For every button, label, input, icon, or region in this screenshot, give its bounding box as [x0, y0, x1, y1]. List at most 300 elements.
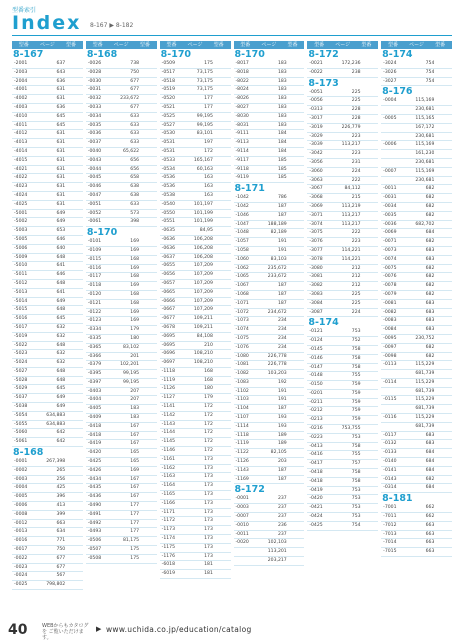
page-ref: 683 [425, 256, 435, 262]
page-ref: 203,217 [267, 558, 287, 564]
page-ref: 84,95 [199, 228, 213, 234]
model-number: -0001 [235, 496, 249, 502]
column-header-label: 型番 [361, 42, 372, 48]
page-ref: 738 [130, 61, 140, 66]
table-row [160, 254, 231, 263]
page-ref-2 [65, 368, 83, 376]
page-ref-2 [361, 337, 379, 345]
table-row [12, 438, 83, 447]
table-row [12, 359, 83, 368]
model-number: -8030 [235, 113, 249, 119]
page-ref-2 [361, 282, 379, 290]
column-header-label: ページ [261, 42, 277, 48]
model-number: -0491 [87, 511, 102, 517]
page-ref: 226,779 [341, 124, 361, 130]
table-row [12, 122, 83, 131]
page-ref-2 [213, 298, 231, 306]
model-number: -0101 [87, 239, 102, 245]
page-ref: 683 [425, 300, 435, 306]
table-row [234, 69, 305, 78]
model-number: -0531 [161, 148, 176, 154]
table-row [160, 192, 231, 201]
model-number: -0416 [309, 452, 323, 458]
table-row [234, 122, 305, 131]
page-ref-2 [65, 555, 83, 563]
table-row [160, 157, 231, 166]
page-number: 40 [8, 622, 28, 638]
page-ref: 167,172 [415, 124, 435, 130]
page-ref: 753 [351, 487, 361, 493]
table-row [234, 513, 305, 522]
page-ref: 113,217 [341, 212, 361, 218]
page-ref: 168 [130, 274, 140, 280]
table-row [381, 317, 452, 326]
model-number: -0051 [309, 89, 323, 95]
page-ref: 167 [130, 423, 140, 429]
table-row [86, 247, 157, 256]
page-ref: 682 [425, 476, 435, 482]
arrow-icon: ▶ [96, 625, 102, 633]
page-ref-2 [361, 238, 379, 246]
model-number: -0071 [383, 239, 397, 245]
table-row [234, 522, 305, 531]
page-ref: 187 [277, 467, 287, 473]
model-number: -5060 [14, 430, 28, 436]
page-ref-2 [287, 60, 305, 68]
table-row [86, 335, 157, 344]
page-ref-2 [434, 484, 452, 492]
page-ref-2 [213, 183, 231, 191]
page-ref: 163 [204, 175, 213, 181]
model-number: -5001 [14, 210, 28, 216]
table-row [86, 467, 157, 476]
model-number: -3069 [309, 203, 323, 209]
table-row [86, 520, 157, 529]
page-ref-2 [434, 531, 452, 539]
page-ref: 175 [204, 61, 213, 66]
model-number: -1165 [161, 492, 176, 498]
page-ref-2 [361, 247, 379, 255]
table-row [160, 69, 231, 78]
page-ref: 682 [425, 291, 435, 297]
page-ref: 115,229 [415, 397, 435, 403]
model-number: -0417 [309, 461, 323, 467]
model-number: -3075 [309, 230, 323, 236]
page-ref-2 [65, 174, 83, 182]
table-row [12, 476, 83, 485]
page-ref-2 [361, 364, 379, 372]
page-ref: 172 [204, 430, 213, 436]
header-caption: 型番索引 [12, 7, 37, 14]
catalog-link[interactable]: www.uchida.co.jp/education/catalog [106, 625, 252, 634]
page-ref: 645 [56, 113, 66, 119]
page-ref-2 [65, 572, 83, 580]
index-column [12, 41, 83, 611]
table-row [160, 201, 231, 210]
model-number: -0005 [383, 115, 397, 121]
model-number: -0121 [87, 300, 102, 306]
table-row [160, 95, 231, 104]
page-ref: 631 [56, 175, 66, 181]
table-row [86, 361, 157, 370]
page-ref-2 [434, 168, 452, 176]
page-ref: 759 [351, 390, 361, 396]
page-ref: 682 [425, 274, 435, 280]
page-ref-2 [287, 344, 305, 352]
page-ref: 207 [130, 388, 140, 394]
page-ref-2 [361, 60, 379, 68]
table-row [381, 484, 452, 493]
page-ref: 191 [277, 239, 287, 245]
table-row [86, 484, 157, 493]
table-row [160, 570, 231, 579]
page-ref-2 [139, 414, 157, 422]
page-ref-2 [65, 254, 83, 262]
page-ref: 265 [56, 467, 66, 473]
page-ref-2 [139, 95, 157, 103]
table-row [160, 553, 231, 562]
page-ref-2 [434, 449, 452, 457]
page-ref: 648 [56, 254, 66, 260]
model-number: -0540 [161, 201, 176, 207]
table-row [160, 104, 231, 113]
page-header [12, 4, 452, 38]
table-row [12, 458, 83, 467]
page-ref-2 [65, 192, 83, 200]
page-ref-2 [361, 300, 379, 308]
table-row [12, 236, 83, 245]
page-ref-2 [65, 139, 83, 147]
table-row [307, 141, 378, 150]
page-ref-2 [434, 78, 452, 86]
model-number: -0036 [87, 131, 102, 137]
model-number: -0365 [87, 344, 102, 350]
model-number: -3027 [383, 78, 397, 84]
page-ref-2 [213, 526, 231, 534]
page-ref: 237 [277, 505, 287, 511]
page-ref: 758 [351, 470, 361, 476]
model-number: -1046 [235, 212, 249, 218]
page-ref-2 [139, 546, 157, 554]
model-number: -1145 [161, 439, 176, 445]
page-ref-2 [287, 467, 305, 475]
page-ref-2 [65, 262, 83, 270]
table-row [234, 229, 305, 238]
page-ref-2 [213, 412, 231, 420]
table-row [234, 539, 305, 548]
table-row [86, 555, 157, 564]
table-row [12, 502, 83, 511]
table-row [381, 159, 452, 168]
page-ref: 237 [277, 514, 287, 520]
model-number: -0635 [161, 228, 176, 234]
page-ref-2 [287, 247, 305, 255]
model-number: -4003 [14, 104, 28, 110]
model-number: -5037 [14, 395, 28, 401]
model-number: -5010 [14, 263, 28, 269]
page-ref-2 [213, 403, 231, 411]
page-ref: 99,195 [122, 371, 140, 377]
page-ref-2 [65, 342, 83, 350]
model-number: -9117 [235, 157, 249, 163]
page-ref: 683 [425, 432, 435, 438]
model-number: -0117 [87, 274, 102, 280]
page-ref-2 [213, 78, 231, 86]
model-number: -5011 [14, 272, 28, 278]
model-number: -0313 [309, 107, 323, 113]
page-ref-2 [139, 555, 157, 563]
model-number: -0035 [87, 122, 102, 128]
page-ref: 187 [277, 291, 287, 297]
page-ref: 682 [425, 283, 435, 289]
page-ref: 210 [204, 342, 213, 348]
table-row [160, 368, 231, 377]
page-ref: 191 [277, 247, 287, 253]
table-row [12, 218, 83, 227]
page-ref-2 [213, 491, 231, 499]
model-number: -0036 [383, 221, 397, 227]
model-number [234, 548, 262, 556]
page-ref-2 [65, 227, 83, 235]
index-column [234, 41, 305, 611]
page-ref: 758 [351, 443, 361, 449]
model-number: -0133 [383, 450, 397, 456]
table-row [86, 282, 157, 291]
model-number: -0213 [309, 417, 323, 423]
table-row [381, 106, 452, 115]
table-row [381, 273, 452, 282]
page-ref: 73,175 [196, 69, 213, 75]
table-row [160, 561, 231, 570]
model-number: -0678 [161, 324, 176, 330]
table-row [234, 495, 305, 504]
table-row [381, 458, 452, 467]
page-ref: 752 [351, 338, 361, 344]
model-number: -0434 [87, 476, 102, 482]
page-ref-2 [139, 520, 157, 528]
table-row [160, 174, 231, 183]
page-ref-2 [139, 148, 157, 156]
page-ref-2 [213, 236, 231, 244]
page-ref: 177 [204, 104, 213, 110]
table-row [381, 361, 452, 370]
page-ref-2 [434, 212, 452, 220]
model-number: -0656 [161, 272, 176, 278]
table-row [234, 344, 305, 353]
table-row [307, 328, 378, 337]
page-ref: 83,103 [270, 256, 287, 262]
table-row [12, 528, 83, 537]
page-ref-2 [213, 113, 231, 121]
table-row [160, 113, 231, 122]
table-row [12, 139, 83, 148]
page-ref: 172 [204, 148, 213, 154]
page-ref: 181 [204, 562, 213, 568]
table-row [160, 421, 231, 430]
table-row [381, 238, 452, 247]
page-ref: 649 [56, 210, 66, 216]
page-ref-2 [139, 440, 157, 448]
page-ref: 184 [277, 148, 287, 154]
page-ref: 225 [351, 98, 361, 104]
table-row [12, 95, 83, 104]
model-number: -1072 [235, 309, 249, 315]
table-row [307, 247, 378, 256]
page-ref: 649 [56, 219, 66, 225]
model-number: -7015 [383, 549, 397, 555]
page-ref: 225 [351, 291, 361, 297]
page-ref: 633 [130, 122, 140, 128]
page-ref: 753 [351, 505, 361, 511]
model-number: -0061 [87, 219, 102, 225]
page-ref-2 [65, 69, 83, 77]
column-header-label: 型番 [213, 42, 224, 48]
table-row [12, 271, 83, 280]
series-heading: 8-176 [382, 86, 413, 98]
table-row [160, 500, 231, 509]
model-number [381, 133, 409, 141]
table-row [12, 174, 83, 183]
page-ref: 103,203 [267, 371, 287, 377]
page-ref-2 [434, 106, 452, 114]
column-header [86, 41, 157, 49]
page-ref-2 [139, 247, 157, 255]
table-row [86, 353, 157, 362]
page-ref: 168 [204, 368, 213, 374]
model-number: -0052 [87, 210, 102, 216]
page-ref: 640 [56, 245, 66, 251]
page-ref-2 [213, 69, 231, 77]
page-ref-2 [287, 273, 305, 281]
model-number: -8018 [235, 69, 249, 75]
table-row [86, 157, 157, 166]
table-row [381, 194, 452, 203]
page-ref-2 [65, 528, 83, 536]
page-ref-2 [287, 476, 305, 484]
table-row [307, 460, 378, 469]
model-number: -0082 [383, 309, 397, 315]
page-ref-2 [213, 421, 231, 429]
table-row [12, 60, 83, 69]
table-row [307, 487, 378, 496]
model-number: -0011 [383, 186, 397, 192]
page-ref: 183 [277, 96, 287, 102]
page-ref: 396 [56, 494, 66, 500]
page-ref: 188,189 [267, 221, 287, 227]
page-ref: 101,197 [193, 201, 213, 207]
model-number: -0132 [383, 441, 397, 447]
table-row [86, 273, 157, 282]
page-ref-2 [65, 201, 83, 209]
model-number: -0141 [383, 467, 397, 473]
model-number: -3039 [309, 142, 323, 148]
model-number: -5016 [14, 316, 28, 322]
table-row [160, 315, 231, 324]
page-ref-2 [287, 291, 305, 299]
model-number: -0006 [14, 503, 28, 509]
page-ref-2 [287, 309, 305, 317]
model-number: -6019 [161, 571, 176, 577]
table-row [12, 210, 83, 219]
table-row [12, 324, 83, 333]
table-row [160, 139, 231, 148]
model-number: -1122 [235, 450, 249, 456]
page-title: Index [12, 12, 82, 34]
model-number: -0117 [383, 432, 397, 438]
table-row [86, 218, 157, 227]
model-number: -0405 [87, 406, 102, 412]
page-ref: 228 [351, 115, 361, 121]
page-ref-2 [139, 282, 157, 290]
model-number: -1065 [235, 274, 249, 280]
model-number: -0004 [14, 485, 28, 491]
page-ref: 758 [351, 478, 361, 484]
model-number: -0012 [14, 520, 28, 526]
model-number: -4024 [14, 192, 28, 198]
model-number: -0033 [87, 104, 102, 110]
page-ref: 230,681 [415, 133, 435, 139]
model-number: -0418 [87, 432, 102, 438]
model-number: -0013 [14, 529, 28, 535]
table-row [381, 548, 452, 557]
page-ref: 681,739 [415, 388, 435, 394]
page-ref-2 [65, 403, 83, 411]
model-number: -1143 [161, 421, 176, 427]
header-range: 8-167 ▶ 8-182 [90, 22, 134, 29]
page-ref-2 [65, 546, 83, 554]
table-row [234, 317, 305, 326]
page-ref: 631 [56, 184, 66, 190]
page-ref: 102,103 [267, 540, 287, 546]
page-ref-2 [139, 183, 157, 191]
page-ref-2 [213, 465, 231, 473]
page-ref: 224 [351, 168, 361, 174]
model-number: -1141 [161, 404, 176, 410]
page-ref: 212 [351, 283, 361, 289]
table-row [160, 447, 231, 456]
table-row [12, 537, 83, 546]
page-ref: 642 [56, 430, 66, 436]
page-ref: 631 [56, 166, 66, 172]
model-number: -3081 [309, 274, 323, 280]
model-number: -1126 [161, 386, 176, 392]
model-number: -0120 [87, 291, 102, 297]
page-ref: 169 [130, 265, 140, 271]
page-ref-2 [213, 148, 231, 156]
page-ref: 683 [425, 309, 435, 315]
page-ref-2 [434, 539, 452, 547]
page-ref: 184 [277, 140, 287, 146]
page-ref: 681,739 [415, 423, 435, 429]
page-ref-2 [287, 361, 305, 369]
model-number: -1114 [235, 423, 249, 429]
page-ref-2 [434, 203, 452, 211]
model-number: -1118 [235, 432, 249, 438]
table-row [86, 414, 157, 423]
model-number: -0005 [14, 494, 28, 500]
model-number: -0421 [309, 505, 323, 511]
series-heading: 8-173 [308, 77, 339, 89]
model-number: -1171 [161, 509, 176, 515]
page-ref-2 [287, 335, 305, 343]
table-row [234, 247, 305, 256]
page-ref-2 [287, 353, 305, 361]
page-ref: 233,672 [120, 96, 140, 102]
model-number: -0008 [14, 511, 28, 517]
table-row [86, 238, 157, 247]
table-row [12, 394, 83, 403]
page-ref-2 [361, 194, 379, 202]
